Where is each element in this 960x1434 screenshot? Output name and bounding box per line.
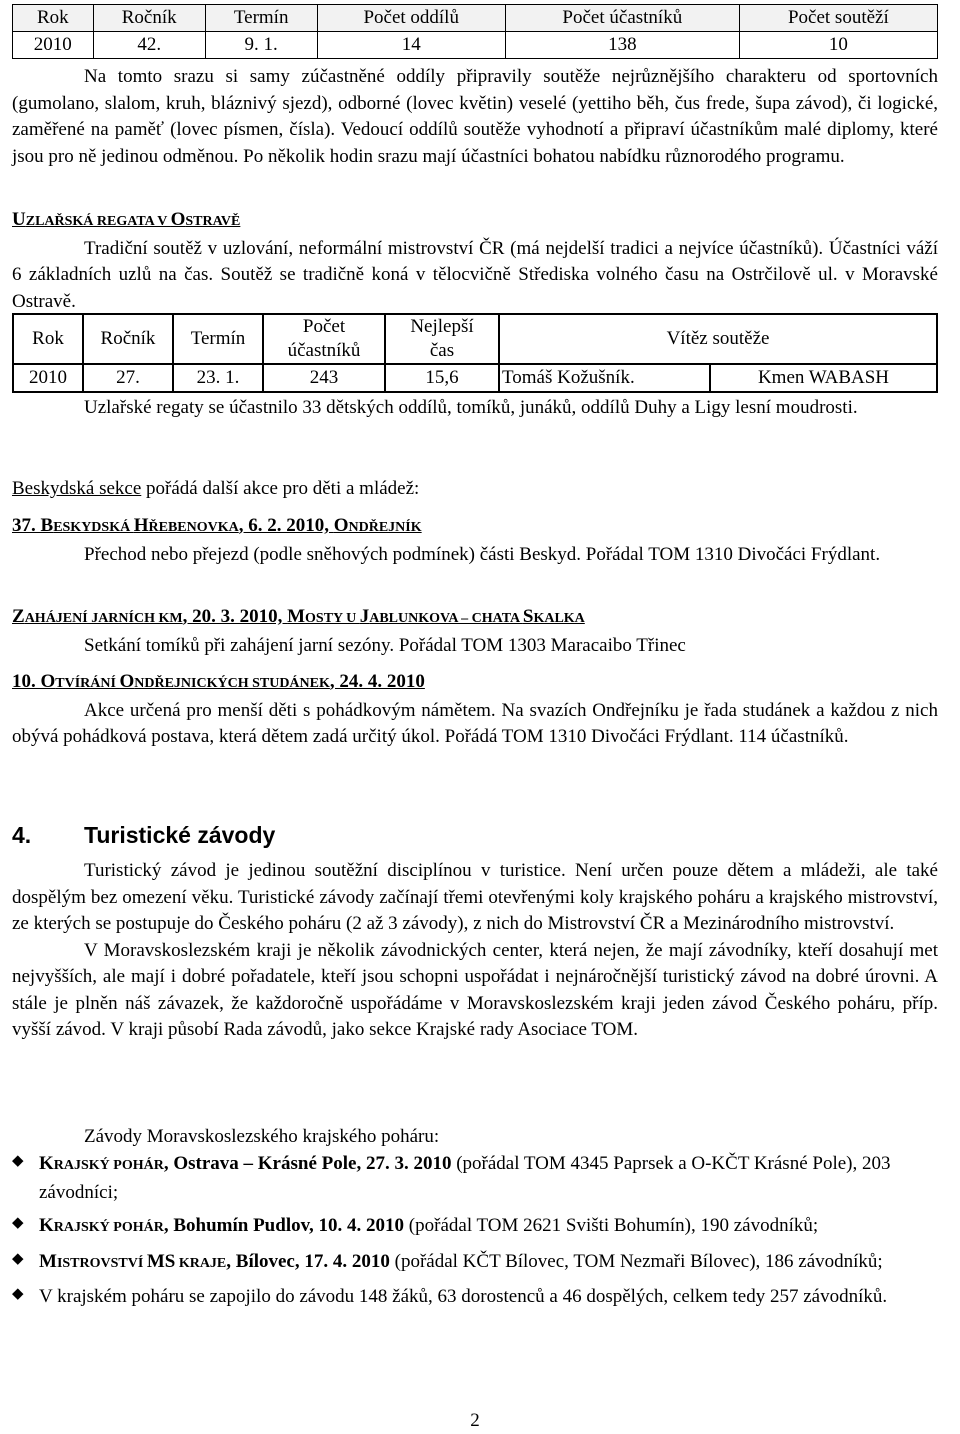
table-cell: 243 [263,364,385,392]
item-text: (pořádal TOM 2621 Svišti Bohumín), 190 závodníků; [404,1215,819,1236]
table-header-cell: Rok [13,314,83,364]
table-cell: 2010 [13,364,83,392]
heading-text: ESKYDSKÁ [53,520,134,535]
diamond-bullet-icon: ◆ [12,1153,24,1169]
regata-paragraph: Tradiční soutěž v uzlování, neformální mistrovství ČR (má nejdelší tradici a nejvíce účastníků). Účastníci váží 6 základních uzlů na čas. Soutěž se tradičně koná v tělocvičně Střediska volného času na Ostrčilově ul. v Moravské Ostravě. [12,237,938,312]
table-header-cell: Termín [205,5,317,32]
regata-paragraph-2: Uzlařské regaty se účastnilo 33 dětských oddílů, tomíků, junáků, oddílů Duhy a Ligy lesní moudrosti. [84,397,858,418]
header-line: čas [429,340,455,361]
heading-text: OSTY U [305,611,360,626]
table-cell: 23. 1. [173,364,263,392]
item-text: (pořádal TOM 4345 Paprsek a O-KČT Krásné Pole), 203 závodníci; [39,1153,891,1203]
item-title: RAJSKÝ POHÁR [53,1220,164,1235]
heading-text: , 6. 2. 2010, [238,515,334,536]
heading-text: S [522,606,534,627]
item-title: K [39,1153,54,1174]
header-line: účastníků [287,340,361,361]
heading-text: U [12,209,26,230]
table-header-cell: Počet oddílů [317,5,505,32]
item-title: KRAJE [175,1255,227,1271]
item-title: , Bílovec, 17. 4. 2010 [226,1250,390,1272]
list-item [12,1249,938,1278]
table-cell: 42. [93,32,205,59]
race-list [12,1151,938,1311]
list-item [12,1284,938,1311]
item-text: (pořádal KČT Bílovec, TOM Nezmaři Bílovec), 186 závodníků; [389,1250,883,1272]
heading-text: H [133,515,149,536]
section-title: Turistické závody [84,822,276,848]
table-header-cell: Ročník [93,5,205,32]
table-cell: 15,6 [385,364,499,392]
item-title: ISTROVSTVÍ [56,1255,147,1271]
heading-text: O [170,209,186,230]
table-header-cell: Počet soutěží [739,5,937,32]
sraz-paragraph: Na tomto srazu si samy zúčastněné oddíly připravily soutěže nejrůznějšího charakteru od sportovních (gumolano, slalom, kruh, bláznivý sjezd), odborné (lovec květin) veselé (yettiho běh, čus frede, šupa závod), či logické, zaměřené na paměť (lovec písmen, čísla). Vedoucí oddílů soutěže vyhodnotí a připraví účastníkům malé diplomy, které jsou pro ně jedinou odměnou. Po několik hodin srazu mají účastníci bohatou nabídku různorodého programu. [12,66,938,167]
table-cell: 9. 1. [205,32,317,59]
hrebenovka-heading [12,513,938,542]
studanky-paragraph: Akce určená pro menší děti s pohádkovým námětem. Na svazích Ondřejníku je řada studánek a každou z nich obývá pohádková postava, která dětem zadá určitý úkol. Pořádá TOM 1310 Divočáci Frýdlant. 114 účastníků. [12,699,938,747]
table-header-cell: Termín [173,314,263,364]
header-line: Nejlepší [410,316,474,337]
hrebenovka-paragraph: Přechod nebo přejezd (podle sněhových podmínek) části Beskyd. Pořádal TOM 1310 Divočáci Frýdlant. [84,543,881,565]
table-cell: 10 [739,32,937,59]
heading-text: O [40,671,56,692]
heading-text: O [333,515,349,536]
heading-text: , 24. 4. 2010 [329,671,425,692]
heading-text: NDŘEJNÍK [348,520,422,535]
diamond-bullet-icon: ◆ [12,1215,24,1231]
heading-text: ABLUNKOVA – CHATA [369,611,523,626]
item-title: , Ostrava – Krásné Pole, 27. 3. 2010 [163,1153,452,1174]
table-header-cell [263,314,385,364]
table-header-cell: Počet účastníků [505,5,739,32]
heading-text: , 20. 3. 2010, [182,606,288,627]
table-header-cell [385,314,499,364]
list-intro: Závody Moravskoslezského krajského poháru: [84,1126,440,1147]
item-title: MS [146,1250,176,1272]
regata-table [12,313,938,393]
list-item [12,1151,938,1206]
table-row [13,32,938,59]
heading-text: STRAVĚ [185,214,241,229]
table-header-cell: Ročník [83,314,173,364]
jarni-km-heading [12,604,938,633]
beskydy-intro [12,476,938,503]
diamond-bullet-icon: ◆ [12,1250,24,1267]
item-text: V krajském poháru se zapojilo do závodu 148 žáků, 63 dorostenců a 46 dospělých, celkem tedy 257 závodníků. [39,1286,888,1307]
table-cell: Kmen WABASH [710,364,937,392]
heading-text: 10. [12,671,41,692]
turisticke-zavody-paragraph-2: V Moravskoslezském kraji je několik závodnických center, která nejen, že mají závodníky, kteří dosahují met nejvyšších, ale mají i dobré pořadatele, kteří jsou schopni uspořádat i nejnáročnější turistický závod na dobré úrovni. A stále je plněn náš závazek, že každoročně uspořádáme v Moravskoslezském kraji jeden závod Českého poháru, příp. vyšší závod. V kraji působí Rada závodů, jako sekce Krajské rady Asociace TOM. [12,939,938,1040]
table-cell: 27. [83,364,173,392]
item-title: M [39,1250,57,1272]
heading-text: J [359,606,370,627]
diamond-bullet-icon: ◆ [12,1286,24,1302]
heading-text: Z [12,606,25,627]
item-title: RAJSKÝ POHÁR [53,1158,164,1173]
section-number: 4. [12,822,32,848]
section-heading [12,822,938,849]
table-header-row [13,5,938,32]
table-cell: 2010 [13,32,94,59]
table-cell: 14 [317,32,505,59]
table-row [13,364,937,392]
sraz-table [12,4,938,59]
item-title: , Bohumín Pudlov, 10. 4. 2010 [163,1215,405,1236]
turisticke-zavody-paragraph-1: Turistický závod je jedinou soutěžní disciplínou v turistice. Není určen pouze dětem a mládeži, ale také dospělým bez omezení věku. Turistické závody začínají třemi otevřenými koly krajského poháru a krajského mistrovství, ze kterých se postupuje do Českého poháru (2 až 3 závody), z nich do Mistrovství ČR a Mezinárodního mistrovství. [12,860,938,934]
table-header-row [13,314,937,364]
header-line: Počet [302,316,346,337]
studanky-heading [12,669,938,698]
heading-text: M [287,606,306,627]
list-item [12,1213,938,1242]
item-title: K [39,1215,54,1236]
jarni-km-paragraph: Setkání tomíků při zahájení jarní sezóny. Pořádal TOM 1303 Maracaibo Třinec [84,634,686,656]
table-cell: Tomáš Kožušník. [499,364,710,392]
heading-text: 37. [12,515,41,536]
heading-text: TVÍRÁNÍ [55,676,120,691]
heading-text: ŘEBENOVKA [148,520,239,535]
heading-text: B [40,515,54,536]
table-cell: 138 [505,32,739,59]
table-header-cell: Rok [13,5,94,32]
heading-text: NDŘEJNICKÝCH STUDÁNEK [134,676,330,691]
heading-text: ZLAŘSKÁ REGATA V [25,214,171,229]
heading-text: O [119,671,135,692]
regata-heading [12,207,938,236]
heading-text: KALKA [533,611,585,626]
heading-text: AHÁJENÍ JARNÍCH KM [24,611,183,626]
table-header-cell: Vítěz soutěže [499,314,937,364]
intro-text: pořádá další akce pro děti a mládež: [141,478,420,499]
beskydska-sekce-link[interactable]: Beskydská sekce [12,478,142,499]
page-number: 2 [470,1410,480,1431]
